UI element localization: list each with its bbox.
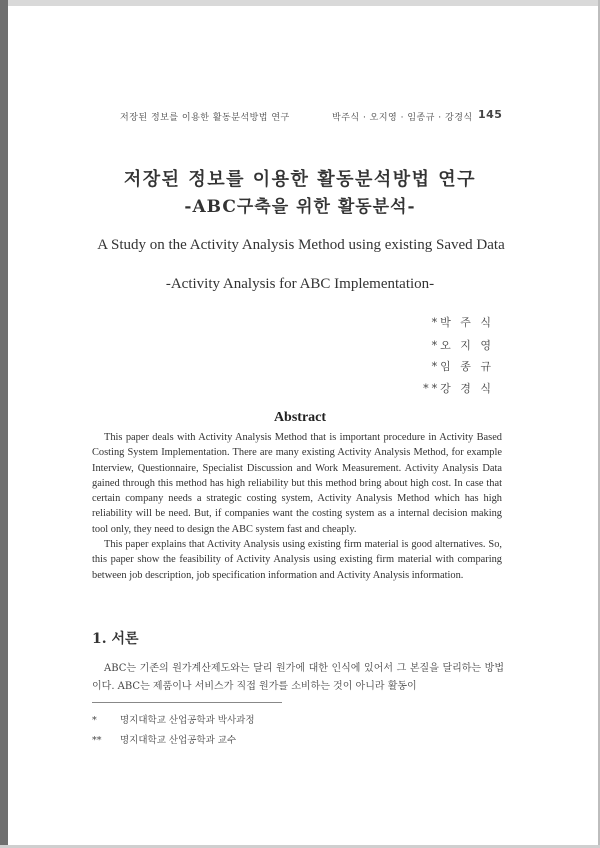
author-1: *박 주 식 (431, 316, 494, 329)
paper-title-english: A Study on the Activity Analysis Method using existing Saved Data (97, 237, 505, 253)
footnote-text: 명지대학교 산업공학과 교수 (120, 735, 237, 746)
footnote-text: 명지대학교 산업공학과 박사과정 (120, 715, 255, 726)
footnote-mark: ** (92, 735, 102, 746)
author-3: *임 종 규 (431, 360, 494, 373)
running-head-authors: 박주식 · 오지영 · 임종규 · 강경식 (332, 113, 473, 123)
author-4: **강 경 식 (423, 382, 494, 395)
scan-border-top (0, 0, 600, 6)
abstract-heading: Abstract (273, 410, 327, 425)
footnote-1 (92, 712, 255, 726)
introduction-body (92, 660, 504, 696)
introduction-paragraph: ABC는 기존의 원가계산제도와는 달리 원가에 대한 인식에 있어서 그 본질을 달리하는 방법이다. ABC는 제품이나 서비스가 직접 원가를 소비하는 것이 아니라 활동이 (92, 663, 504, 692)
footnote-2 (92, 732, 236, 746)
footnote-mark: * (92, 715, 97, 726)
abstract-paragraph: This paper deals with Activity Analysis Method that is important procedure in Activity Based Costing System Implementation. There are many existing Activity Analysis Method, for example Interview, Questionnaire, Specialist Discussion and Work Measurement. Activity Analysis Data gained through this method has high reliability but this method bring about high cost. In case that certain company needs a strategic costing system, Activity Analysis Method which has high reliability will be need. But, if companies want the costing system as a internal decision making tool only, they need to design the ABC system fast and cheaply. (92, 432, 502, 535)
paper-subtitle-korean: -ABC구축을 위한 활동분석- (184, 197, 416, 217)
author-2: *오 지 영 (431, 339, 494, 352)
paper-subtitle-english: -Activity Analysis for ABC Implementation- (165, 276, 435, 292)
abstract-paragraph: This paper explains that Activity Analysis using existing firm material is good alternatives. So, this paper show the feasibility of Activity Analysis using existing firm material with comparing between job description, job specification information and Activity Analysis information. (92, 539, 502, 581)
page-number: 145 (478, 108, 503, 121)
section-heading-introduction: 1. 서론 (92, 631, 139, 647)
running-head-title: 저장된 정보를 이용한 활동분석방법 연구 (120, 113, 290, 123)
abstract-body (92, 430, 502, 583)
paper-title-korean: 저장된 정보를 이용한 활동분석방법 연구 (123, 169, 477, 190)
footnote-divider (92, 702, 282, 703)
